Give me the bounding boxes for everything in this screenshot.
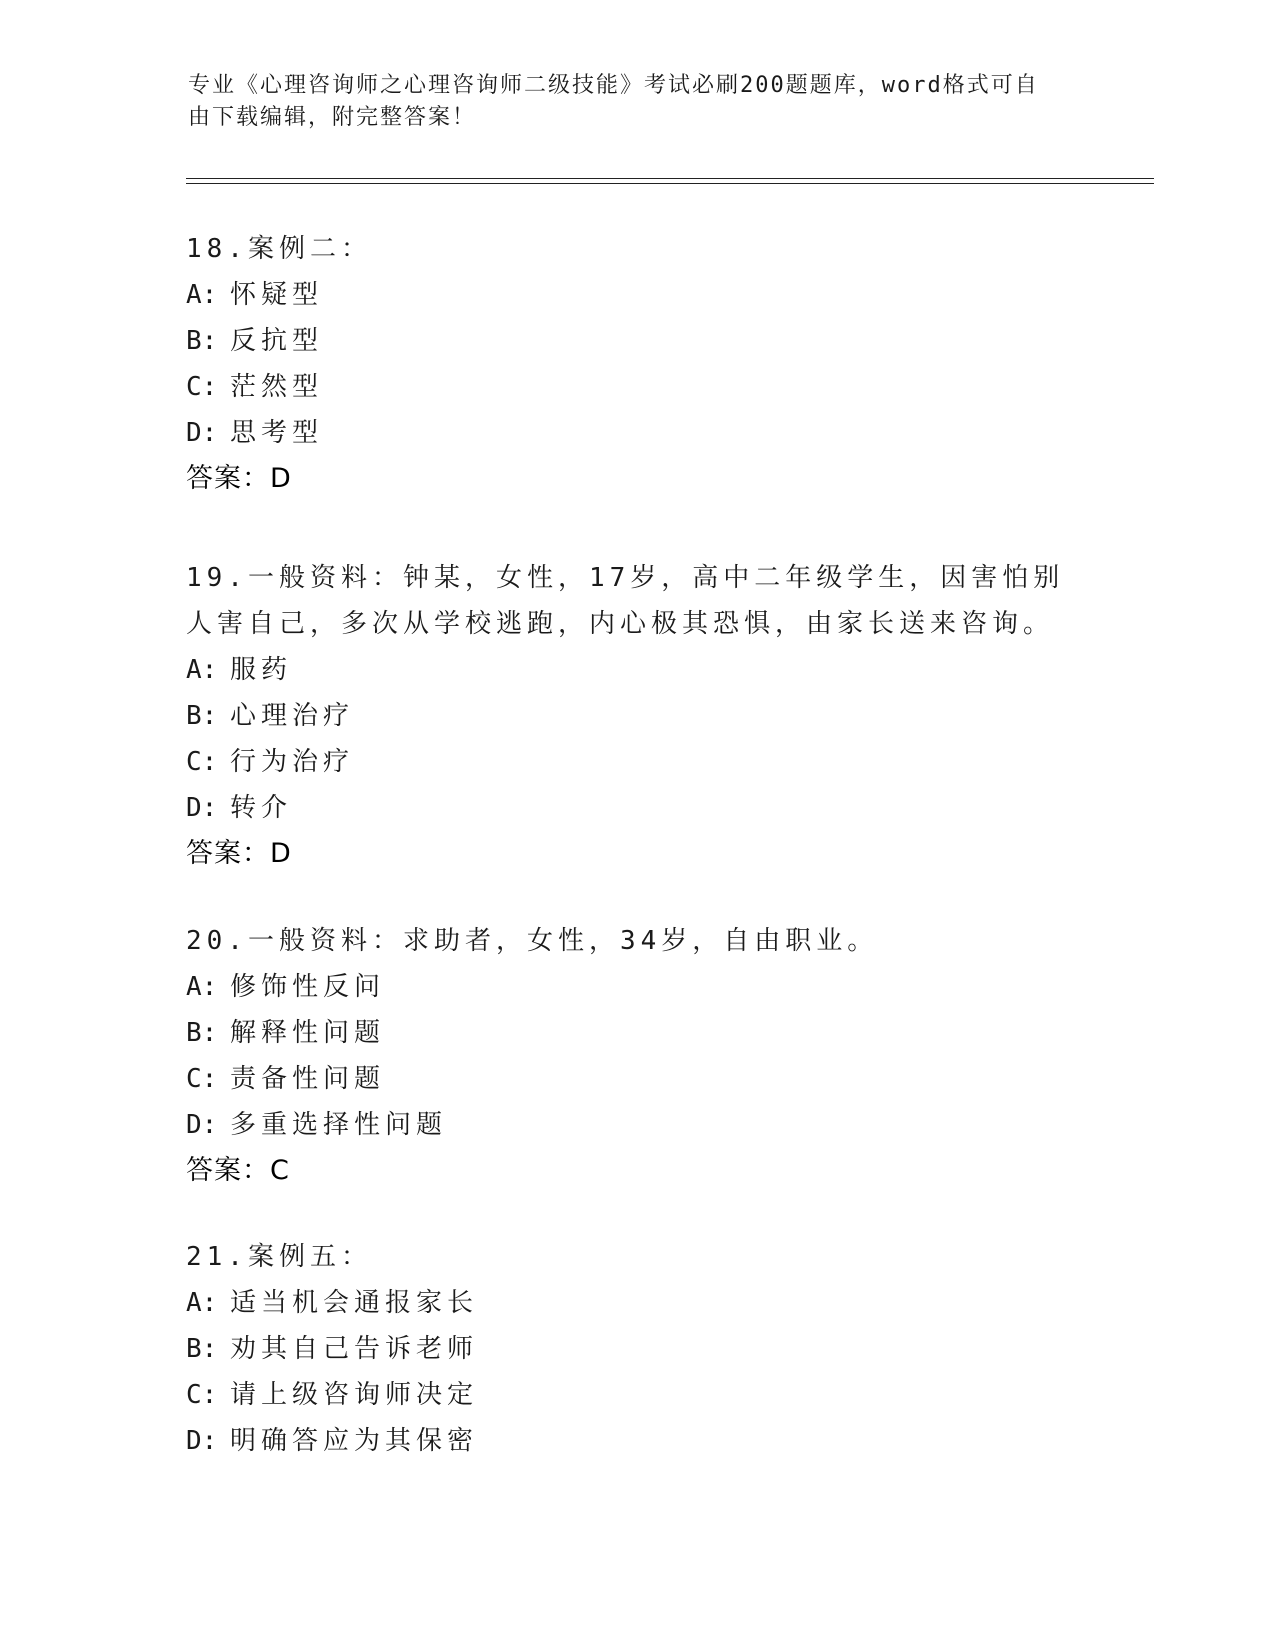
option-letter: D: bbox=[186, 793, 218, 823]
option-letter: D: bbox=[186, 1110, 218, 1140]
document-header bbox=[188, 70, 1088, 134]
option-letter: A: bbox=[186, 280, 218, 310]
question-20 bbox=[186, 918, 1086, 1194]
option-letter: D: bbox=[186, 1426, 218, 1456]
question-18 bbox=[186, 226, 1086, 502]
option-text: 心理治疗 bbox=[230, 701, 355, 731]
option-letter: A: bbox=[186, 655, 218, 685]
option-b bbox=[186, 318, 1086, 364]
option-text: 茫然型 bbox=[230, 372, 324, 402]
option-b bbox=[186, 693, 1086, 739]
option-text: 责备性问题 bbox=[230, 1064, 386, 1094]
question-stem: 18.案例二： bbox=[186, 234, 372, 264]
option-text: 怀疑型 bbox=[230, 280, 324, 310]
option-text: 思考型 bbox=[230, 418, 324, 448]
header-divider bbox=[186, 178, 1154, 184]
header-line-2: 由下载编辑，附完整答案！ bbox=[188, 105, 477, 130]
option-text: 修饰性反问 bbox=[230, 972, 386, 1002]
option-a bbox=[186, 1280, 1086, 1326]
question-stem: 21.案例五： bbox=[186, 1242, 372, 1272]
question-19 bbox=[186, 555, 1086, 877]
option-a bbox=[186, 647, 1086, 693]
option-c bbox=[186, 739, 1086, 785]
answer-line: 答案：C bbox=[186, 1155, 290, 1186]
option-d bbox=[186, 410, 1086, 456]
option-a bbox=[186, 964, 1086, 1010]
option-letter: D: bbox=[186, 418, 218, 448]
question-21 bbox=[186, 1234, 1086, 1464]
option-letter: B: bbox=[186, 1334, 218, 1364]
option-d bbox=[186, 1418, 1086, 1464]
option-text: 反抗型 bbox=[230, 326, 324, 356]
option-letter: B: bbox=[186, 701, 218, 731]
option-text: 请上级咨询师决定 bbox=[230, 1380, 479, 1410]
option-text: 适当机会通报家长 bbox=[230, 1288, 479, 1318]
option-letter: C: bbox=[186, 1380, 218, 1410]
header-line-1: 专业《心理咨询师之心理咨询师二级技能》考试必刷200题题库，word格式可自 bbox=[188, 73, 1039, 98]
option-b bbox=[186, 1010, 1086, 1056]
option-d bbox=[186, 785, 1086, 831]
option-text: 服药 bbox=[230, 655, 293, 685]
option-letter: A: bbox=[186, 972, 218, 1002]
option-letter: C: bbox=[186, 372, 218, 402]
option-letter: A: bbox=[186, 1288, 218, 1318]
option-letter: B: bbox=[186, 326, 218, 356]
option-text: 解释性问题 bbox=[230, 1018, 386, 1048]
option-c bbox=[186, 1056, 1086, 1102]
option-a bbox=[186, 272, 1086, 318]
question-stem: 20.一般资料：求助者，女性，34岁，自由职业。 bbox=[186, 926, 879, 956]
option-text: 多重选择性问题 bbox=[230, 1110, 448, 1140]
option-text: 劝其自己告诉老师 bbox=[230, 1334, 479, 1364]
option-letter: C: bbox=[186, 747, 218, 777]
option-text: 行为治疗 bbox=[230, 747, 355, 777]
option-text: 转介 bbox=[230, 793, 293, 823]
option-text: 明确答应为其保密 bbox=[230, 1426, 479, 1456]
answer-line: 答案：D bbox=[186, 463, 292, 494]
question-stem: 19.一般资料：钟某，女性，17岁，高中二年级学生，因害怕别人害自己，多次从学校逃跑，内心极其恐惧，由家长送来咨询。 bbox=[186, 563, 1065, 639]
option-b bbox=[186, 1326, 1086, 1372]
option-letter: C: bbox=[186, 1064, 218, 1094]
option-letter: B: bbox=[186, 1018, 218, 1048]
answer-line: 答案：D bbox=[186, 838, 292, 869]
option-d bbox=[186, 1102, 1086, 1148]
option-c bbox=[186, 1372, 1086, 1418]
option-c bbox=[186, 364, 1086, 410]
